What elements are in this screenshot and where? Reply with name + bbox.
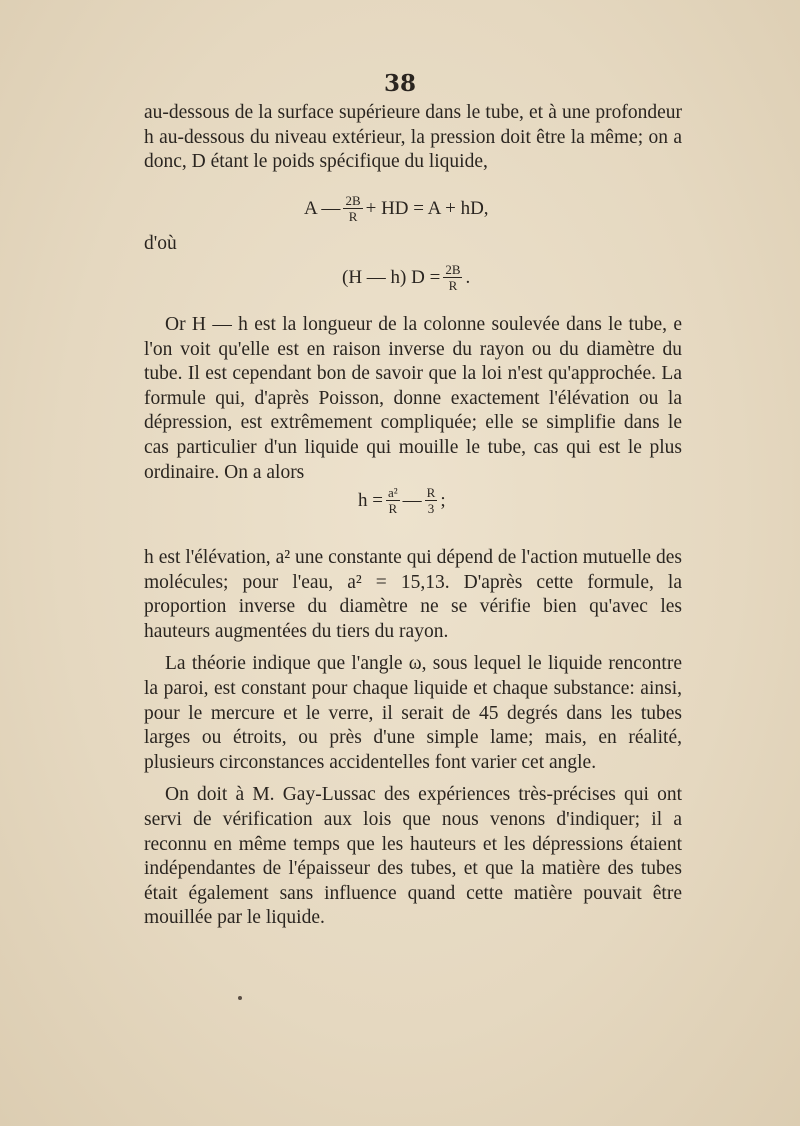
page-number: 38 bbox=[383, 70, 416, 97]
paragraph-4: La théorie indique que l'angle ω, sous lequel le liquide rencontre la paroi, est constant pour chaque liquide et chaque substance: ainsi, pour le mercure et le verre, il serait de 45 degrés dans les tubes larges ou étroits, ou près d'une simple lame; mais, en réalité, plusieurs circonstances accidentelles font varier cet angle. bbox=[144, 653, 682, 773]
equation-3 bbox=[358, 485, 446, 516]
equation-1 bbox=[304, 193, 489, 224]
paragraph-2: Or H — h est la longueur de la colonne soulevée dans le tube, e l'on voit qu'elle est en raison inverse du rayon ou du diamètre du tube. Il est cependant bon de savoir que la loi n'est qu'approchée. La formule qui, d'après Poisson, donne exactement l'élévation ou la dépression, est extrêmement compliquée; elle se simplifie dans le cas particulier d'un liquide qui mouille le tube, cas qui est le plus ordinaire. On a alors bbox=[144, 314, 682, 483]
ink-speck bbox=[238, 996, 242, 1000]
eq3-left: h = bbox=[358, 489, 383, 511]
eq3-denominator-2: 3 bbox=[427, 501, 435, 516]
eq3-fraction-1 bbox=[386, 485, 400, 516]
dou-label: d'où bbox=[144, 233, 177, 254]
paragraph-1: au-dessous de la surface supérieure dans le tube, et à une profondeur h au-dessous du niveau extérieur, la pression doit être la même; on a donc, D étant le poids spécifique du liquide, bbox=[144, 102, 682, 173]
eq2-right: . bbox=[465, 266, 471, 288]
eq1-numerator: 2B bbox=[345, 193, 361, 208]
paragraph-2-block bbox=[144, 313, 682, 485]
eq1-denominator: R bbox=[348, 209, 358, 224]
eq1-left: A — bbox=[304, 197, 341, 219]
paragraph-1-block bbox=[144, 101, 682, 175]
eq2-numerator: 2B bbox=[445, 262, 461, 277]
eq2-fraction bbox=[443, 262, 462, 293]
eq3-minus: — bbox=[402, 489, 422, 511]
equation-2 bbox=[342, 262, 470, 293]
paragraph-3: h est l'élévation, a² une constante qui dépend de l'action mutuelle des molécules; pour l'eau, a² = 15,13. D'après cette formule, la proportion inverse du diamètre ne se vérifie bien qu'avec les hauteurs augmentées du tiers du rayon. bbox=[144, 547, 682, 642]
eq3-right: ; bbox=[440, 489, 446, 511]
eq3-numerator-1: a² bbox=[387, 485, 398, 500]
eq1-right: + HD = A + hD, bbox=[365, 197, 489, 219]
eq2-denominator: R bbox=[448, 278, 458, 293]
paragraph-5: On doit à M. Gay-Lussac des expériences très-précises qui ont servi de vérification aux lois que nous venons d'indiquer; il a reconnu en même temps que les hauteurs et les dépressions étaient indépendantes de l'épaisseur des tubes, et que la matière des tubes était également sans influence quand cette matière pouvait être mouillée par le liquide. bbox=[144, 784, 682, 929]
eq3-denominator-1: R bbox=[388, 501, 398, 516]
eq1-fraction bbox=[343, 193, 362, 224]
eq3-fraction-2 bbox=[425, 485, 438, 516]
eq2-left: (H — h) D = bbox=[342, 266, 441, 288]
paragraphs-3-5-block bbox=[144, 546, 682, 931]
eq3-numerator-2: R bbox=[426, 485, 436, 500]
